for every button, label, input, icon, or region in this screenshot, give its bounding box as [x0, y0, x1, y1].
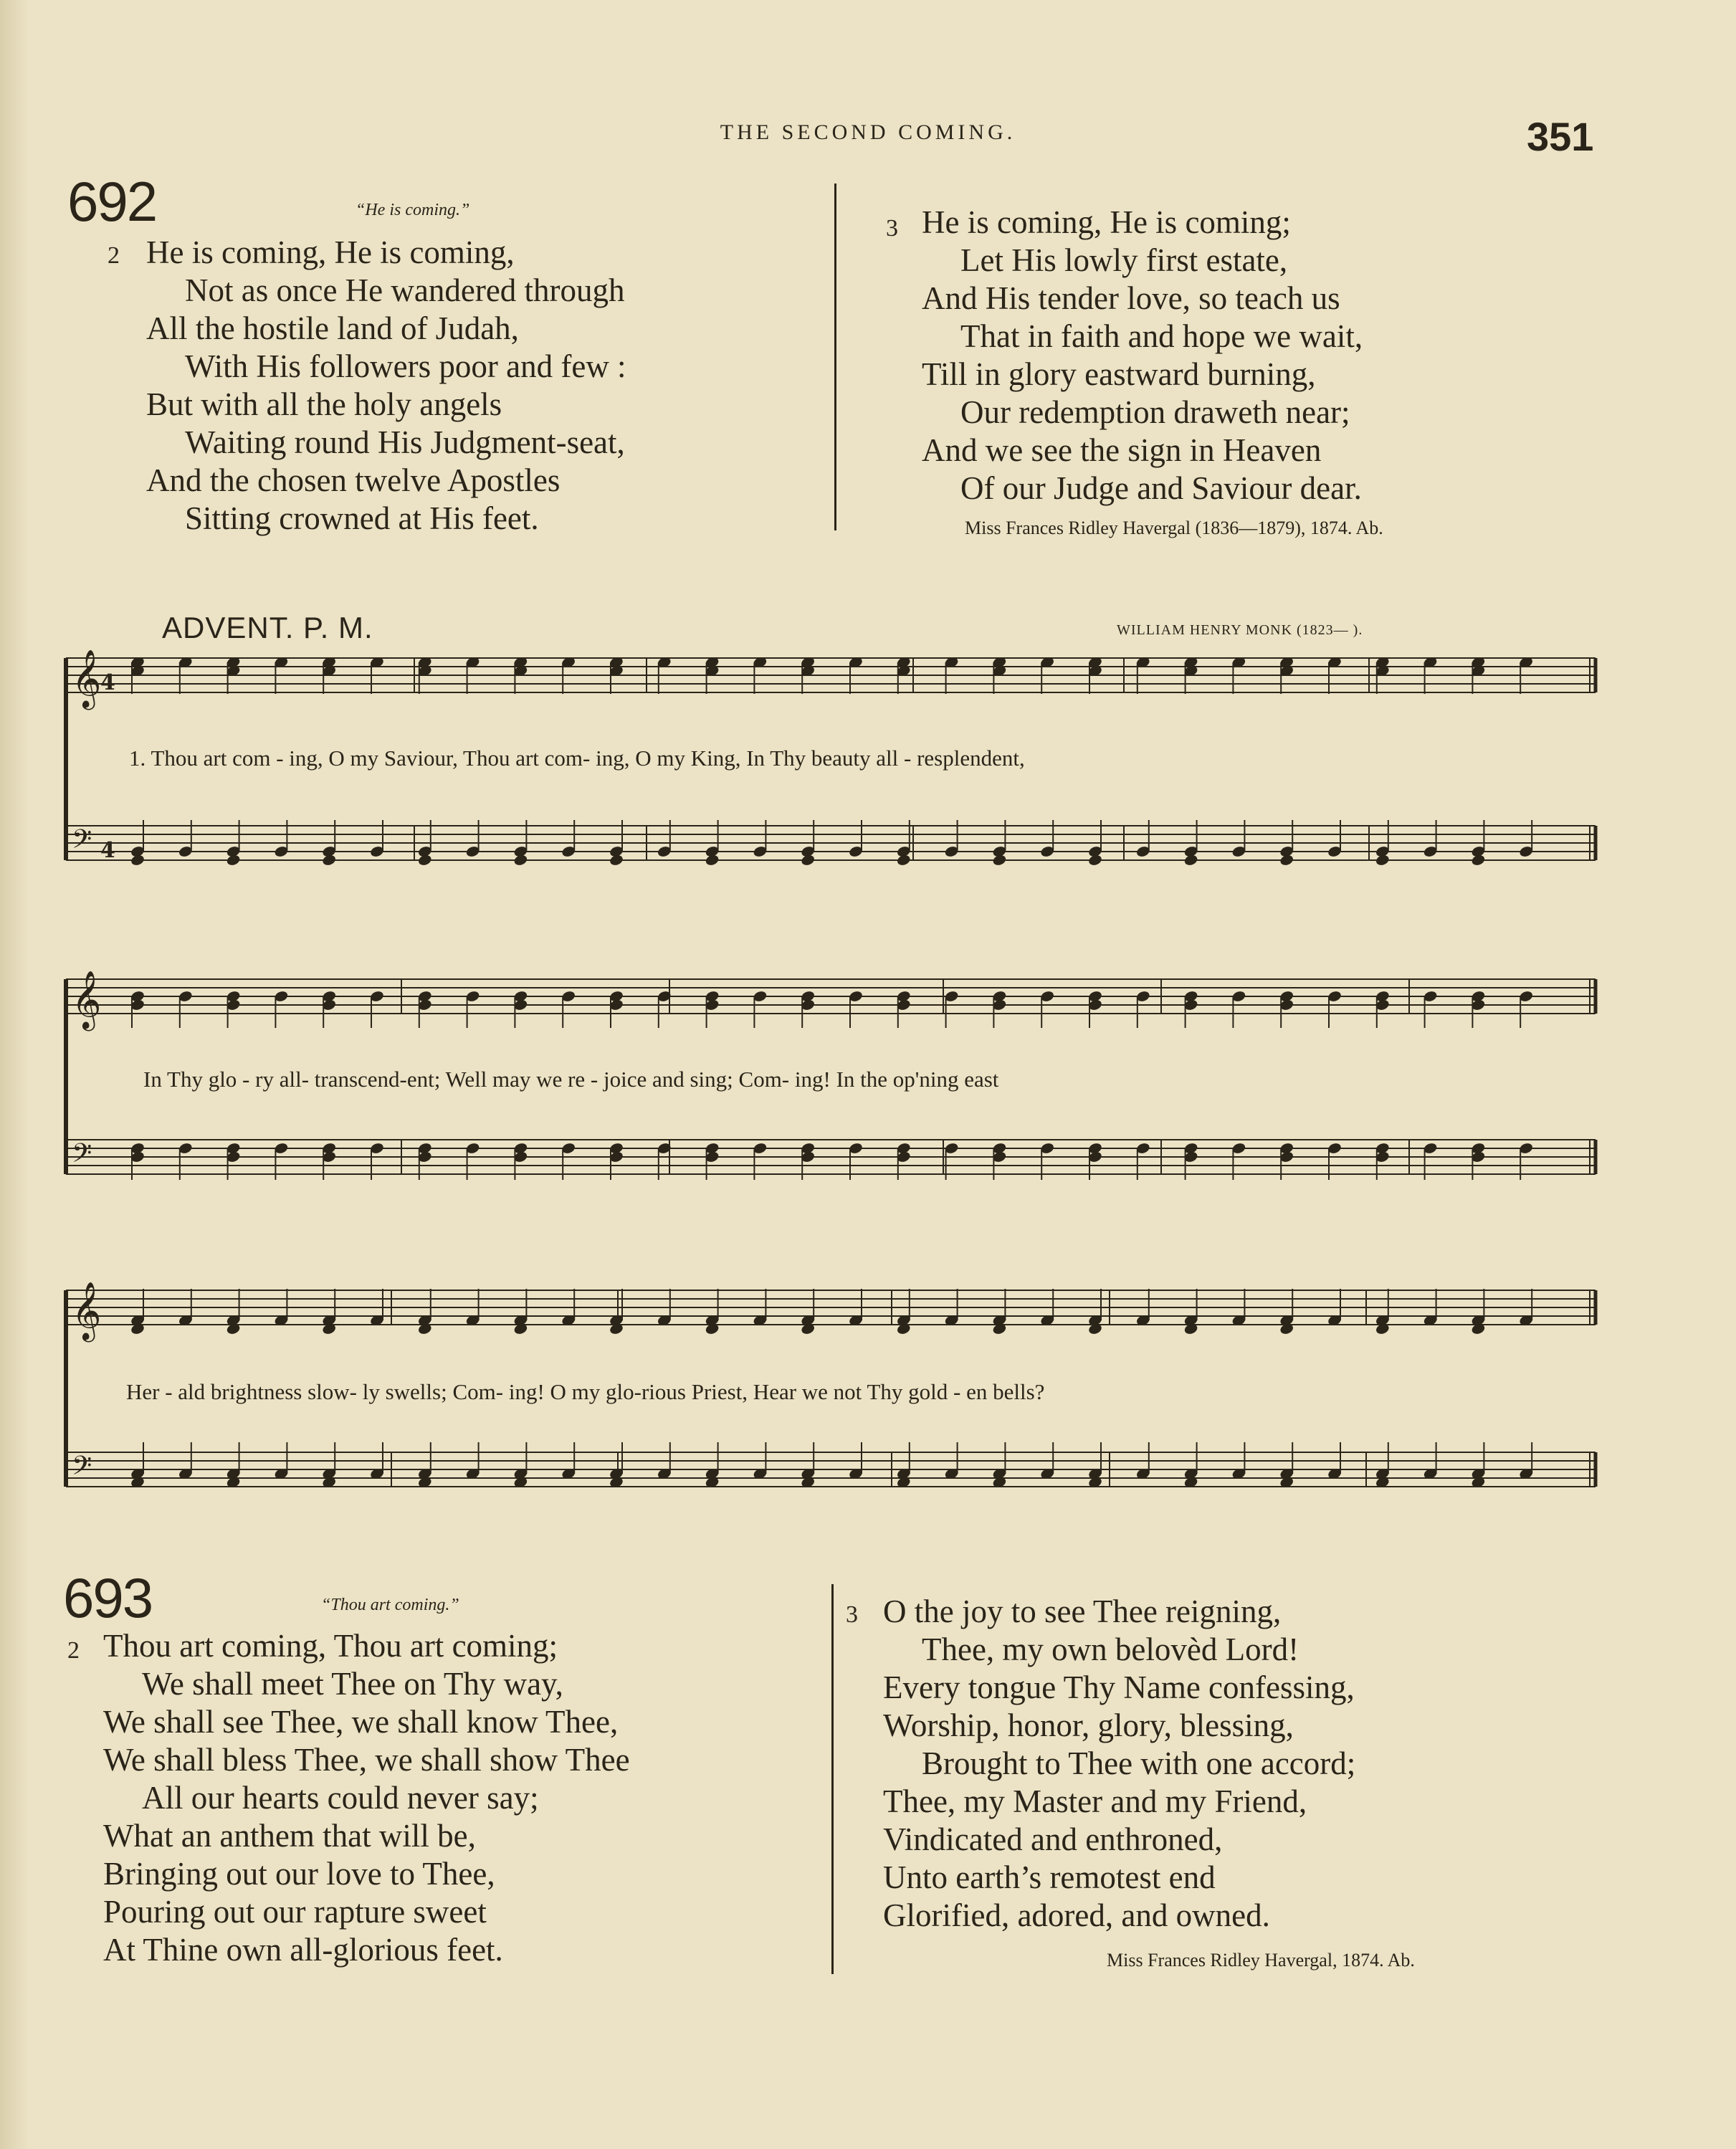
stanza-line: All the hostile land of Judah,: [146, 310, 519, 346]
notehead: [417, 854, 432, 867]
stanza-line: Brought to Thee with one accord;: [922, 1745, 1356, 1781]
stanza-line: Vindicated and enthroned,: [883, 1821, 1223, 1857]
hymn-693-stanza-2: [103, 1627, 630, 1969]
stanza-line: Bringing out our love to Thee,: [103, 1856, 495, 1892]
stanza-line: Till in glory eastward burning,: [922, 356, 1316, 392]
stanza-line: Worship, honor, glory, blessing,: [883, 1707, 1294, 1743]
bass-clef-icon: 𝄢: [72, 1138, 92, 1175]
stanza-line: We shall bless Thee, we shall show Thee: [103, 1742, 630, 1778]
stanza-line: All our hearts could never say;: [142, 1780, 539, 1816]
treble-clef-icon: 𝄞: [72, 1281, 102, 1340]
stanza-line: Glorified, adored, and owned.: [883, 1897, 1270, 1933]
notehead: [801, 854, 816, 867]
stanza-line: Thee, my Master and my Friend,: [883, 1783, 1307, 1819]
stanza-line: But with all the holy angels: [146, 386, 502, 422]
stanza-line: Unto earth’s remotest end: [883, 1859, 1216, 1895]
tune-composer: WILLIAM HENRY MONK (1823— ).: [1117, 622, 1363, 638]
stanza-line: And the chosen twelve Apostles: [146, 462, 561, 498]
notehead: [1183, 854, 1198, 867]
hymn-693-stanza-3-number: 3: [846, 1601, 858, 1628]
notehead: [896, 854, 911, 867]
hymn-692-credit: Miss Frances Ridley Havergal (1836—1879), 1874. Ab.: [965, 518, 1383, 538]
stanza-line: And His tender love, so teach us: [922, 280, 1340, 316]
stanza-line: Thee, my own belovèd Lord!: [922, 1631, 1299, 1667]
hymn-693-epigraph: “Thou art coming.”: [321, 1596, 459, 1614]
hymn-692-epigraph: “He is coming.”: [356, 201, 470, 219]
stanza-line: He is coming, He is coming;: [922, 204, 1291, 240]
hymn-693-stanza-2-number: 2: [67, 1637, 80, 1664]
page-number: 351: [1527, 114, 1594, 159]
hymn-692-stanza-2-number: 2: [108, 242, 120, 269]
notehead: [226, 854, 241, 867]
bass-clef-icon: 𝄢: [72, 824, 92, 861]
hymn-693-number: 693: [63, 1566, 153, 1629]
hymn-692-number: 692: [67, 170, 157, 233]
stanza-line: He is coming, He is coming,: [146, 234, 515, 270]
hymn-693-credit: Miss Frances Ridley Havergal, 1874. Ab.: [1107, 1950, 1415, 1971]
stanza-line: Of our Judge and Saviour dear.: [960, 470, 1362, 506]
notehead: [1279, 854, 1294, 867]
notehead: [322, 854, 337, 867]
stanza-line: We shall meet Thee on Thy way,: [142, 1666, 563, 1702]
lyrics-row-1: 1. Thou art com - ing, O my Saviour, Thou art com- ing, O my King, In Thy beauty all - resplendent,: [129, 745, 1025, 771]
notehead: [1471, 854, 1486, 867]
stanza-line: At Thine own all-glorious feet.: [103, 1932, 503, 1968]
tune-name: ADVENT. P. M.: [162, 611, 373, 644]
time-signature: 4: [100, 838, 115, 863]
stanza-line: We shall see Thee, we shall know Thee,: [103, 1704, 619, 1740]
notehead: [1375, 854, 1390, 867]
treble-clef-icon: 𝄞: [72, 649, 102, 707]
lyrics-row-3: Her - ald brightness slow- ly swells; Com- ing! O my glo-rious Priest, Hear we not Thy gold - en bells?: [126, 1379, 1045, 1404]
stanza-line: Every tongue Thy Name confessing,: [883, 1669, 1355, 1705]
stanza-line: Let His lowly first estate,: [960, 242, 1288, 278]
stanza-line: O the joy to see Thee reigning,: [883, 1593, 1282, 1629]
running-head: THE SECOND COMING.: [720, 120, 1016, 144]
stanza-line: That in faith and hope we wait,: [960, 318, 1363, 354]
column-rule: [831, 1584, 834, 1974]
notehead: [1087, 854, 1102, 867]
notehead: [513, 854, 528, 867]
notehead: [609, 854, 624, 867]
stanza-line: Our redemption draweth near;: [960, 394, 1350, 430]
time-signature: 4: [100, 670, 115, 695]
hymn-692-stanza-3-number: 3: [886, 215, 898, 242]
stanza-line: Thou art coming, Thou art coming;: [103, 1628, 558, 1664]
notehead: [992, 854, 1007, 867]
bass-clef-icon: 𝄢: [72, 1451, 92, 1487]
stanza-line: Sitting crowned at His feet.: [185, 500, 539, 536]
stanza-line: With His followers poor and few :: [185, 348, 626, 384]
stanza-line: And we see the sign in Heaven: [922, 432, 1322, 468]
notehead: [130, 854, 145, 867]
stanza-line: Not as once He wandered through: [185, 272, 625, 308]
treble-clef-icon: 𝄞: [72, 970, 102, 1029]
stanza-line: Pouring out our rapture sweet: [103, 1894, 487, 1930]
stanza-line: Waiting round His Judgment-seat,: [185, 424, 625, 460]
notehead: [705, 854, 720, 867]
hymn-693-stanza-3: [883, 1593, 1355, 1935]
lyrics-row-2: In Thy glo - ry all- transcend-ent; Well may we re - joice and sing; Com- ing! In the op'ning east: [143, 1067, 999, 1092]
stanza-line: What an anthem that will be,: [103, 1818, 476, 1854]
